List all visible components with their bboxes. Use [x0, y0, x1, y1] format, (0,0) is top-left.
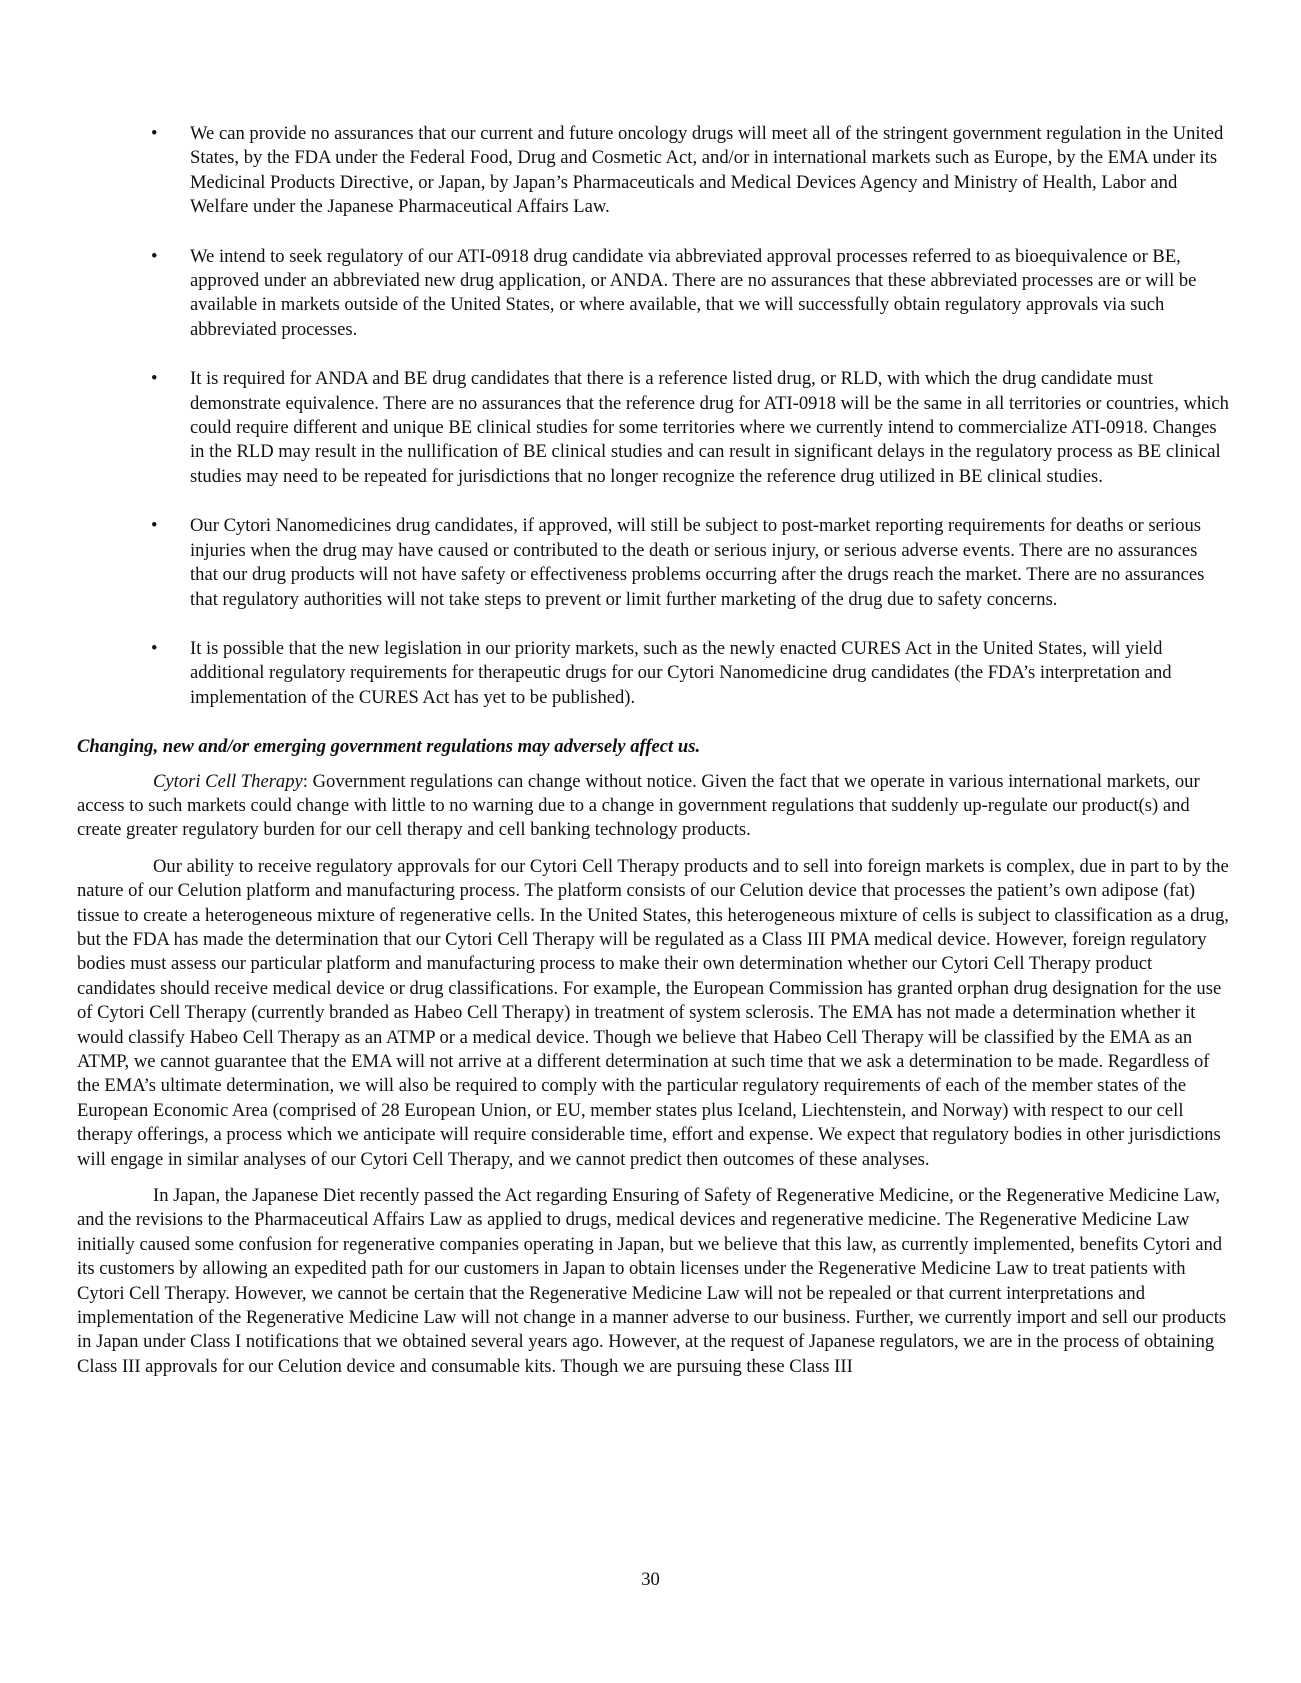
- paragraph-cell-therapy: [77, 770, 1229, 843]
- bullet-text: It is possible that the new legislation in our priority markets, such as the newly enacted CURES Act in the United States, will yield additional regulatory requirements for therapeutic drugs for our Cytori Nanomedicine drug candidates (the FDA’s interpretation and implementation of the CURES Act has yet to be published).: [190, 637, 1172, 708]
- bullet-icon: •: [151, 515, 158, 537]
- bullet-icon: •: [151, 245, 158, 267]
- risk-bullet-list: [77, 122, 1229, 710]
- paragraph-text: Our ability to receive regulatory approvals for our Cytori Cell Therapy products and to sell into foreign markets is complex, due in part to by the nature of our Celution platform and manufacturing process. The platform consists of our Celution device that processes the patient’s own adipose (fat) tissue to create a heterogeneous mixture of regenerative cells. In the United States, this heterogeneous mixture of cells is subject to classification as a drug, but the FDA has made the determination that our Cytori Cell Therapy will be regulated as a Class III PMA medical device. However, foreign regulatory bodies must assess our particular platform and manufacturing process to make their own determination whether our Cytori Cell Therapy product candidates should receive medical device or drug classifications. For example, the European Commission has granted orphan drug designation for the use of Cytori Cell Therapy (currently branded as Habeo Cell Therapy) in treatment of system sclerosis. The EMA has not made a determination whether it would classify Habeo Cell Therapy as an ATMP or a medical device. Though we believe that Habeo Cell Therapy will be classified by the EMA as an ATMP, we cannot guarantee that the EMA will not arrive at a different determination at such time that we ask a determination to be made. Regardless of the EMA’s ultimate determination, we will also be required to comply with the particular regulatory requirements of each of the member states of the European Economic Area (comprised of 28 European Union, or EU, member states plus Iceland, Liechtenstein, and Norway) with respect to our cell therapy offerings, a process which we anticipate will require considerable time, effort and expense. We expect that regulatory bodies in other jurisdictions will engage in similar analyses of our Cytori Cell Therapy, and we cannot predict then outcomes of these analyses.: [77, 855, 1229, 1170]
- document-page: [77, 122, 1229, 1391]
- bullet-text: It is required for ANDA and BE drug candidates that there is a reference listed drug, or RLD, with which the drug candidate must demonstrate equivalence. There are no assurances that the reference drug for ATI-0918 will be the same in all territories or countries, which could require different and unique BE clinical studies for some territories where we currently intend to commercialize ATI-0918. Changes in the RLD may result in the nullification of BE clinical studies and can result in significant delays in the regulatory process as BE clinical studies may need to be repeated for jurisdictions that no longer recognize the reference drug utilized in BE clinical studies.: [190, 368, 1229, 487]
- bullet-icon: •: [151, 637, 158, 659]
- list-item: [77, 514, 1229, 612]
- bullet-text: We can provide no assurances that our current and future oncology drugs will meet all of the stringent government regulation in the United States, by the FDA under the Federal Food, Drug and Cosmetic Act, and/or in international markets such as Europe, by the EMA under its Medicinal Products Directive, or Japan, by Japan’s Pharmaceuticals and Medical Devices Agency and Ministry of Health, Labor and Welfare under the Japanese Pharmaceutical Affairs Law.: [190, 123, 1224, 218]
- bullet-text: We intend to seek regulatory of our ATI-0918 drug candidate via abbreviated approval processes referred to as bioequivalence or BE, approved under an abbreviated new drug application, or ANDA. There are no assurances that these abbreviated processes are or will be available in markets outside of the United States, or where available, that we will successfully obtain regulatory approvals via such abbreviated processes.: [190, 245, 1197, 340]
- section-heading: Changing, new and/or emerging government regulations may adversely affect us.: [77, 736, 701, 758]
- paragraph-japan: [77, 1184, 1229, 1379]
- list-item: [77, 122, 1229, 220]
- list-item: [77, 367, 1229, 489]
- bullet-icon: •: [151, 123, 158, 144]
- bullet-text: Our Cytori Nanomedicines drug candidates, if approved, will still be subject to post-market reporting requirements for deaths or serious injuries when the drug may have caused or contributed to the death or serious injury, or serious adverse events. There are no assurances that our drug products will not have safety or effectiveness problems occurring after the drugs reach the market. There are no assurances that regulatory authorities will not take steps to prevent or limit further marketing of the drug due to safety concerns.: [190, 515, 1205, 610]
- bullet-icon: •: [151, 368, 158, 390]
- list-item: [77, 245, 1229, 343]
- paragraph-text: : Government regulations can change without notice. Given the fact that we operate in various international markets, our access to such markets could change with little to no warning due to a change in government regulations that suddenly up-regulate our product(s) and create greater regulatory burden for our cell therapy and cell banking technology products.: [77, 770, 1200, 841]
- paragraph-text: In Japan, the Japanese Diet recently passed the Act regarding Ensuring of Safety of Regenerative Medicine, or the Regenerative Medicine Law, and the revisions to the Pharmaceutical Affairs Law as applied to drugs, medical devices and regenerative medicine. The Regenerative Medicine Law initially caused some confusion for regenerative companies operating in Japan, but we believe that this law, as currently implemented, benefits Cytori and its customers by allowing an expedited path for our customers in Japan to obtain licenses under the Regenerative Medicine Law to treat patients with Cytori Cell Therapy. However, we cannot be certain that the Regenerative Medicine Law will not be repealed or that current interpretations and implementation of the Regenerative Medicine Law will not change in a manner adverse to our business. Further, we currently import and sell our products in Japan under Class I notifications that we obtained several years ago. However, at the request of Japanese regulators, we are in the process of obtaining Class III approvals for our Celution device and consumable kits. Though we are pursuing these Class III: [77, 1185, 1227, 1377]
- list-item: [77, 637, 1229, 710]
- paragraph-regulatory-approvals: [77, 855, 1229, 1172]
- page-number: 30: [641, 1569, 660, 1590]
- paragraph-lead: Cytori Cell Therapy: [153, 770, 303, 792]
